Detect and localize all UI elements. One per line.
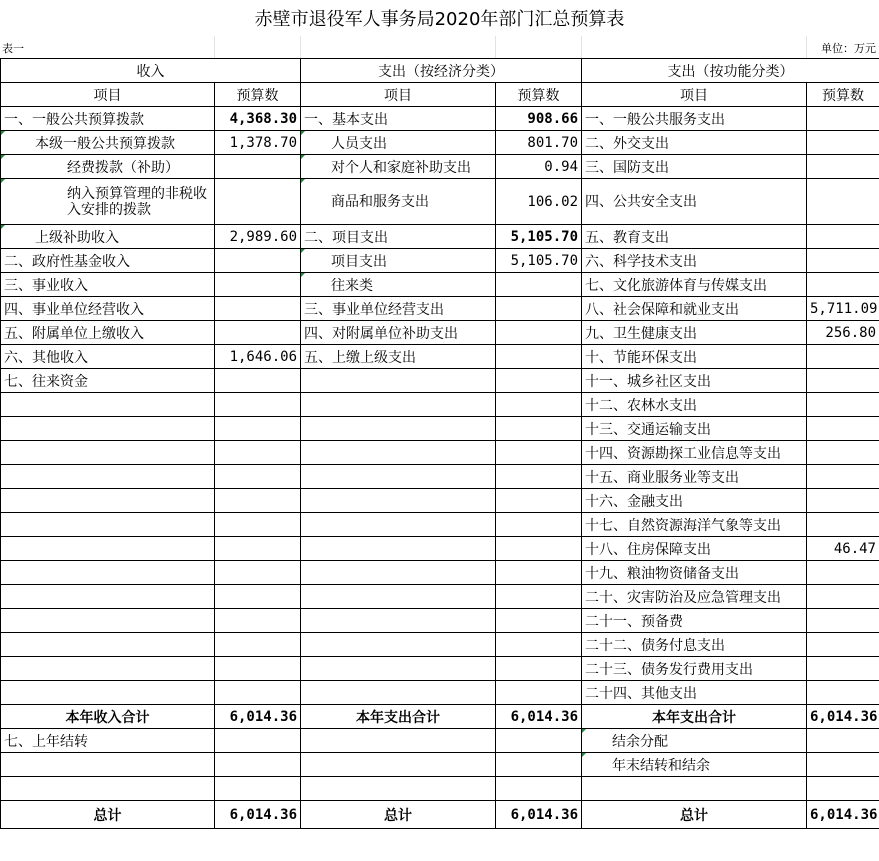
income-item-header: 项目	[1, 83, 215, 107]
func-item: 二十一、预备费	[582, 609, 807, 633]
table-row	[1, 633, 879, 657]
econ-amount	[496, 369, 582, 393]
func-item: 二十四、其他支出	[582, 681, 807, 705]
income-amount-header: 预算数	[215, 83, 301, 107]
table-row	[1, 321, 879, 345]
func-amount	[807, 513, 879, 537]
econ-item: 项目支出	[301, 249, 496, 273]
income-amount	[215, 585, 301, 609]
func-item: 十四、资源勘探工业信息等支出	[582, 441, 807, 465]
func-amount	[807, 729, 879, 753]
econ-item	[301, 681, 496, 705]
func-amount-header: 预算数	[807, 83, 879, 107]
table-row	[1, 225, 879, 249]
func-amount	[807, 777, 879, 801]
subtotal-row	[1, 705, 879, 729]
income-item: 六、其他收入	[1, 345, 215, 369]
income-item: 七、上年结转	[1, 729, 215, 753]
econ-amount	[496, 681, 582, 705]
econ-item: 二、项目支出	[301, 225, 496, 249]
income-subtotal-label: 本年收入合计	[1, 705, 215, 729]
income-amount: 1,646.06	[215, 345, 301, 369]
econ-item	[301, 561, 496, 585]
econ-amount	[496, 465, 582, 489]
func-amount	[807, 609, 879, 633]
func-amount: 5,711.09	[807, 297, 879, 321]
econ-amount	[496, 321, 582, 345]
econ-amount	[496, 297, 582, 321]
func-amount	[807, 393, 879, 417]
income-amount: 4,368.30	[215, 107, 301, 131]
func-item: 十七、自然资源海洋气象等支出	[582, 513, 807, 537]
income-amount	[215, 297, 301, 321]
econ-item	[301, 633, 496, 657]
func-amount	[807, 561, 879, 585]
econ-amount: 0.94	[496, 155, 582, 179]
income-item	[1, 441, 215, 465]
func-item: 十八、住房保障支出	[582, 537, 807, 561]
func-amount	[807, 369, 879, 393]
income-amount	[215, 441, 301, 465]
func-item: 五、教育支出	[582, 225, 807, 249]
income-amount	[215, 729, 301, 753]
econ-item: 三、事业单位经营支出	[301, 297, 496, 321]
econ-amount	[496, 345, 582, 369]
carry-row	[1, 777, 879, 801]
income-amount	[215, 537, 301, 561]
econ-item: 对个人和家庭补助支出	[301, 155, 496, 179]
income-amount	[215, 657, 301, 681]
func-amount	[807, 417, 879, 441]
econ-amount	[496, 489, 582, 513]
total-row	[1, 801, 879, 829]
econ-amount	[496, 753, 582, 777]
income-item	[1, 777, 215, 801]
carry-row	[1, 729, 879, 753]
econ-amount	[496, 657, 582, 681]
income-amount	[215, 393, 301, 417]
income-item: 四、事业单位经营收入	[1, 297, 215, 321]
income-amount	[215, 369, 301, 393]
income-item	[1, 681, 215, 705]
func-item	[582, 777, 807, 801]
func-amount	[807, 249, 879, 273]
econ-item	[301, 441, 496, 465]
income-amount	[215, 681, 301, 705]
func-group-header: 支出（按功能分类）	[582, 59, 879, 83]
econ-item	[301, 609, 496, 633]
income-item	[1, 489, 215, 513]
income-item	[1, 633, 215, 657]
income-subtotal-value: 6,014.36	[215, 705, 301, 729]
income-amount	[215, 179, 301, 225]
table-row	[1, 249, 879, 273]
table-row	[1, 513, 879, 537]
func-item: 一、一般公共服务支出	[582, 107, 807, 131]
func-amount	[807, 225, 879, 249]
econ-group-header: 支出（按经济分类）	[301, 59, 582, 83]
income-amount	[215, 465, 301, 489]
func-item: 十二、农林水支出	[582, 393, 807, 417]
func-item: 四、公共安全支出	[582, 179, 807, 225]
func-amount: 256.80	[807, 321, 879, 345]
func-item: 三、国防支出	[582, 155, 807, 179]
func-item: 八、社会保障和就业支出	[582, 297, 807, 321]
func-amount: 46.47	[807, 537, 879, 561]
func-amount	[807, 179, 879, 225]
econ-amount	[496, 633, 582, 657]
func-amount	[807, 441, 879, 465]
table-row	[1, 297, 879, 321]
income-amount	[215, 561, 301, 585]
table-row	[1, 681, 879, 705]
func-subtotal-label: 本年支出合计	[582, 705, 807, 729]
econ-item	[301, 777, 496, 801]
func-amount	[807, 753, 879, 777]
income-item	[1, 417, 215, 441]
income-item: 三、事业收入	[1, 273, 215, 297]
econ-item	[301, 537, 496, 561]
func-amount	[807, 633, 879, 657]
income-amount	[215, 321, 301, 345]
econ-amount	[496, 513, 582, 537]
func-amount	[807, 345, 879, 369]
table-row	[1, 417, 879, 441]
econ-subtotal-label: 本年支出合计	[301, 705, 496, 729]
income-amount	[215, 489, 301, 513]
econ-item	[301, 393, 496, 417]
func-item: 九、卫生健康支出	[582, 321, 807, 345]
table-row	[1, 107, 879, 131]
table-row	[1, 561, 879, 585]
func-item: 十一、城乡社区支出	[582, 369, 807, 393]
econ-amount	[496, 417, 582, 441]
income-amount	[215, 633, 301, 657]
income-item: 七、往来资金	[1, 369, 215, 393]
econ-item	[301, 513, 496, 537]
econ-amount	[496, 393, 582, 417]
income-item: 经费拨款（补助）	[1, 155, 215, 179]
econ-item: 往来类	[301, 273, 496, 297]
econ-item: 四、对附属单位补助支出	[301, 321, 496, 345]
econ-item-header: 项目	[301, 83, 496, 107]
econ-item	[301, 585, 496, 609]
table-row	[1, 179, 879, 225]
func-total-label: 总计	[582, 801, 807, 829]
income-item: 本级一般公共预算拨款	[1, 131, 215, 155]
econ-amount: 106.02	[496, 179, 582, 225]
econ-item	[301, 369, 496, 393]
func-item: 年末结转和结余	[582, 753, 807, 777]
func-item: 十、节能环保支出	[582, 345, 807, 369]
econ-total-value: 6,014.36	[496, 801, 582, 829]
table-row	[1, 273, 879, 297]
econ-amount	[496, 585, 582, 609]
income-item	[1, 393, 215, 417]
table-row	[1, 657, 879, 681]
econ-item	[301, 489, 496, 513]
income-item	[1, 465, 215, 489]
func-item: 二十、灾害防治及应急管理支出	[582, 585, 807, 609]
func-amount	[807, 681, 879, 705]
income-amount	[215, 513, 301, 537]
income-amount	[215, 777, 301, 801]
econ-amount-header: 预算数	[496, 83, 582, 107]
econ-amount	[496, 273, 582, 297]
budget-table	[0, 58, 879, 829]
table-row	[1, 393, 879, 417]
econ-amount	[496, 537, 582, 561]
econ-item	[301, 465, 496, 489]
econ-item: 一、基本支出	[301, 107, 496, 131]
income-item	[1, 657, 215, 681]
econ-amount	[496, 609, 582, 633]
table-row	[1, 155, 879, 179]
func-amount	[807, 273, 879, 297]
econ-item	[301, 417, 496, 441]
table-row	[1, 345, 879, 369]
econ-item: 人员支出	[301, 131, 496, 155]
func-subtotal-value: 6,014.36	[807, 705, 879, 729]
table-row	[1, 465, 879, 489]
econ-amount	[496, 729, 582, 753]
func-amount	[807, 657, 879, 681]
income-amount	[215, 417, 301, 441]
income-item: 五、附属单位上缴收入	[1, 321, 215, 345]
econ-amount: 908.66	[496, 107, 582, 131]
income-item	[1, 513, 215, 537]
func-item-header: 项目	[582, 83, 807, 107]
table-row	[1, 537, 879, 561]
carry-row	[1, 753, 879, 777]
group-header-row	[1, 59, 879, 83]
func-amount	[807, 131, 879, 155]
income-item: 上级补助收入	[1, 225, 215, 249]
econ-amount	[496, 777, 582, 801]
table-row	[1, 131, 879, 155]
func-item: 十九、粮油物资储备支出	[582, 561, 807, 585]
income-amount	[215, 609, 301, 633]
table-row	[1, 585, 879, 609]
func-item: 十五、商业服务业等支出	[582, 465, 807, 489]
income-item: 二、政府性基金收入	[1, 249, 215, 273]
func-item: 二十三、债务发行费用支出	[582, 657, 807, 681]
income-item	[1, 753, 215, 777]
econ-amount	[496, 561, 582, 585]
table-row	[1, 369, 879, 393]
func-item: 二、外交支出	[582, 131, 807, 155]
econ-item	[301, 729, 496, 753]
econ-item: 五、上缴上级支出	[301, 345, 496, 369]
func-amount	[807, 465, 879, 489]
func-item: 二十二、债务付息支出	[582, 633, 807, 657]
unit-label: 单位：万元	[821, 42, 876, 55]
income-amount: 1,378.70	[215, 131, 301, 155]
table-row	[1, 489, 879, 513]
econ-total-label: 总计	[301, 801, 496, 829]
income-amount	[215, 273, 301, 297]
econ-subtotal-value: 6,014.36	[496, 705, 582, 729]
func-amount	[807, 107, 879, 131]
econ-amount: 5,105.70	[496, 249, 582, 273]
income-item: 纳入预算管理的非税收入安排的拨款	[1, 179, 215, 225]
econ-item	[301, 657, 496, 681]
table-row	[1, 609, 879, 633]
income-total-value: 6,014.36	[215, 801, 301, 829]
func-total-value: 6,014.36	[807, 801, 879, 829]
income-amount: 2,989.60	[215, 225, 301, 249]
func-item: 六、科学技术支出	[582, 249, 807, 273]
func-item: 十三、交通运输支出	[582, 417, 807, 441]
econ-amount: 801.70	[496, 131, 582, 155]
income-amount	[215, 155, 301, 179]
table-number: 表一	[2, 42, 24, 55]
econ-amount	[496, 441, 582, 465]
income-group-header: 收入	[1, 59, 301, 83]
econ-amount: 5,105.70	[496, 225, 582, 249]
column-header-row	[1, 83, 879, 107]
func-amount	[807, 585, 879, 609]
income-item: 一、一般公共预算拨款	[1, 107, 215, 131]
income-item	[1, 561, 215, 585]
income-item	[1, 585, 215, 609]
func-item: 结余分配	[582, 729, 807, 753]
income-amount	[215, 753, 301, 777]
econ-item: 商品和服务支出	[301, 179, 496, 225]
econ-item	[301, 753, 496, 777]
func-item: 七、文化旅游体育与传媒支出	[582, 273, 807, 297]
func-amount	[807, 155, 879, 179]
page-title: 赤壁市退役军人事务局2020年部门汇总预算表	[254, 9, 625, 30]
func-item: 十六、金融支出	[582, 489, 807, 513]
func-amount	[807, 489, 879, 513]
table-row	[1, 441, 879, 465]
income-total-label: 总计	[1, 801, 215, 829]
income-item	[1, 537, 215, 561]
income-item	[1, 609, 215, 633]
income-amount	[215, 249, 301, 273]
